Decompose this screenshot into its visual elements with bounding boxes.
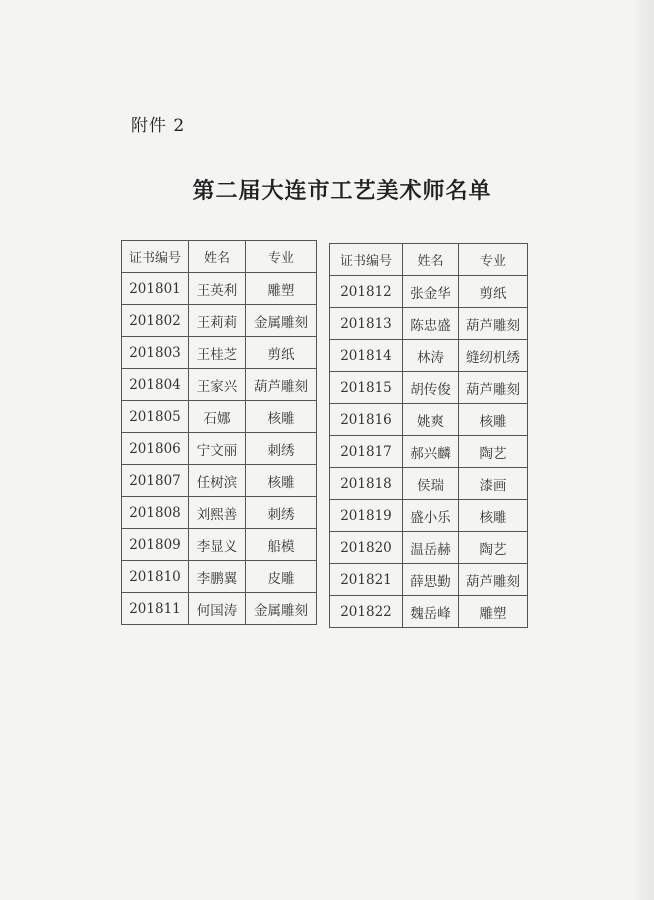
specialty-cell: 葫芦雕刻: [459, 308, 528, 340]
specialty-cell: 刺绣: [246, 497, 317, 529]
specialty-cell: 葫芦雕刻: [459, 372, 528, 404]
name-cell: 王家兴: [189, 369, 246, 401]
table-header-row: [330, 244, 528, 276]
certificate-id-cell: 201811: [122, 593, 189, 625]
name-cell: 王莉莉: [189, 305, 246, 337]
name-cell: 李鹏翼: [189, 561, 246, 593]
specialty-cell: 船模: [246, 529, 317, 561]
specialty-cell: 金属雕刻: [246, 593, 317, 625]
roster-table-left: [121, 240, 317, 625]
name-cell: 王英利: [189, 273, 246, 305]
specialty-cell: 核雕: [246, 401, 317, 433]
column-header-specialty: 专业: [246, 241, 317, 273]
certificate-id-cell: 201817: [330, 436, 403, 468]
table-row: [122, 593, 317, 625]
table-row: [330, 500, 528, 532]
column-header-name: 姓名: [403, 244, 459, 276]
specialty-cell: 葫芦雕刻: [246, 369, 317, 401]
name-cell: 刘熙善: [189, 497, 246, 529]
table-row: [330, 340, 528, 372]
table-row: [122, 337, 317, 369]
certificate-id-cell: 201815: [330, 372, 403, 404]
name-cell: 何国涛: [189, 593, 246, 625]
certificate-id-cell: 201812: [330, 276, 403, 308]
specialty-cell: 缝纫机绣: [459, 340, 528, 372]
certificate-id-cell: 201813: [330, 308, 403, 340]
specialty-cell: 核雕: [459, 500, 528, 532]
attachment-label: 附件 2: [131, 116, 186, 136]
name-cell: 侯瑞: [403, 468, 459, 500]
specialty-cell: 核雕: [459, 404, 528, 436]
certificate-id-cell: 201804: [122, 369, 189, 401]
roster-table-right: [329, 243, 528, 628]
specialty-cell: 剪纸: [246, 337, 317, 369]
table-row: [122, 529, 317, 561]
specialty-cell: 剪纸: [459, 276, 528, 308]
name-cell: 郝兴麟: [403, 436, 459, 468]
certificate-id-cell: 201818: [330, 468, 403, 500]
specialty-cell: 皮雕: [246, 561, 317, 593]
name-cell: 姚爽: [403, 404, 459, 436]
specialty-cell: 雕塑: [246, 273, 317, 305]
table-row: [122, 561, 317, 593]
specialty-cell: 陶艺: [459, 532, 528, 564]
name-cell: 张金华: [403, 276, 459, 308]
name-cell: 宁文丽: [189, 433, 246, 465]
certificate-id-cell: 201822: [330, 596, 403, 628]
table-row: [122, 273, 317, 305]
page-edge-shadow: [632, 0, 654, 900]
certificate-id-cell: 201802: [122, 305, 189, 337]
table-row: [122, 369, 317, 401]
certificate-id-cell: 201819: [330, 500, 403, 532]
certificate-id-cell: 201801: [122, 273, 189, 305]
table-row: [330, 404, 528, 436]
certificate-id-cell: 201810: [122, 561, 189, 593]
column-header-name: 姓名: [189, 241, 246, 273]
specialty-cell: 葫芦雕刻: [459, 564, 528, 596]
name-cell: 温岳赫: [403, 532, 459, 564]
table-row: [122, 401, 317, 433]
name-cell: 石娜: [189, 401, 246, 433]
certificate-id-cell: 201809: [122, 529, 189, 561]
page-title: 第二届大连市工艺美术师名单: [192, 178, 492, 204]
table-row: [122, 305, 317, 337]
name-cell: 李显义: [189, 529, 246, 561]
certificate-id-cell: 201808: [122, 497, 189, 529]
table-row: [122, 433, 317, 465]
name-cell: 王桂芝: [189, 337, 246, 369]
name-cell: 魏岳峰: [403, 596, 459, 628]
table-row: [122, 465, 317, 497]
table-header-row: [122, 241, 317, 273]
name-cell: 盛小乐: [403, 500, 459, 532]
specialty-cell: 刺绣: [246, 433, 317, 465]
certificate-id-cell: 201805: [122, 401, 189, 433]
table-row: [330, 308, 528, 340]
name-cell: 薛思勤: [403, 564, 459, 596]
specialty-cell: 核雕: [246, 465, 317, 497]
column-header-certificate-id: 证书编号: [122, 241, 189, 273]
table-row: [330, 276, 528, 308]
specialty-cell: 雕塑: [459, 596, 528, 628]
certificate-id-cell: 201820: [330, 532, 403, 564]
table-row: [330, 436, 528, 468]
specialty-cell: 漆画: [459, 468, 528, 500]
name-cell: 陈忠盛: [403, 308, 459, 340]
name-cell: 胡传俊: [403, 372, 459, 404]
certificate-id-cell: 201807: [122, 465, 189, 497]
table-row: [330, 596, 528, 628]
specialty-cell: 金属雕刻: [246, 305, 317, 337]
name-cell: 林涛: [403, 340, 459, 372]
certificate-id-cell: 201816: [330, 404, 403, 436]
table-row: [330, 372, 528, 404]
table-row: [122, 497, 317, 529]
certificate-id-cell: 201821: [330, 564, 403, 596]
column-header-specialty: 专业: [459, 244, 528, 276]
certificate-id-cell: 201806: [122, 433, 189, 465]
certificate-id-cell: 201814: [330, 340, 403, 372]
certificate-id-cell: 201803: [122, 337, 189, 369]
column-header-certificate-id: 证书编号: [330, 244, 403, 276]
specialty-cell: 陶艺: [459, 436, 528, 468]
table-row: [330, 564, 528, 596]
name-cell: 任树滨: [189, 465, 246, 497]
table-row: [330, 532, 528, 564]
table-row: [330, 468, 528, 500]
